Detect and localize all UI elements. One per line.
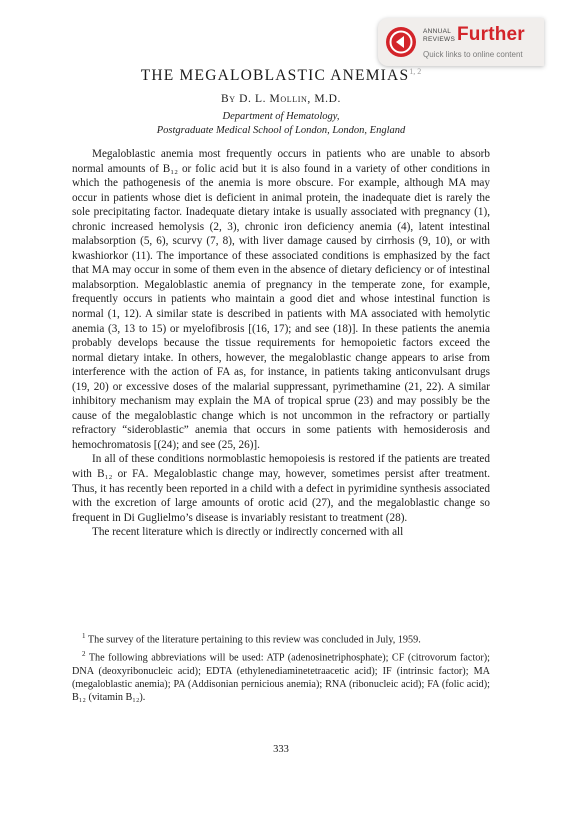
article-body bbox=[72, 147, 490, 540]
badge-reviews-text: REVIEWS bbox=[423, 35, 456, 43]
footnote-2-mark: 2 bbox=[82, 650, 86, 659]
footnote-2-text: The following abbreviations will be used: ATP (adenosinetriphosphate); CF (citrovorum factor); DNA (deoxyribonucleic acid); EDTA (ethylenediaminetetraacetic acid); IF (intrinsic factor); MA (megaloblastic anemia); PA (Addisonian pernicious anemia); RNA (ribonucleic acid); FA (folic acid); B₁₂ (vitamin B₁₂). bbox=[72, 652, 490, 703]
footnote-1 bbox=[72, 630, 490, 646]
badge-publisher-name bbox=[423, 28, 455, 43]
author-institution: Postgraduate Medical School of London, London, England bbox=[156, 125, 406, 136]
page-number: 333 bbox=[273, 744, 289, 755]
annual-reviews-further-badge[interactable] bbox=[378, 18, 544, 66]
body-paragraph-1: Megaloblastic anemia most frequently occurs in patients who are unable to absorb normal amounts of B₁₂ or folic acid but it is also found in a variety of other conditions in which the pathogenesis of the anemia is more obscure. For example, although MA may occur in patients whose diet is deficient in animal protein, the inadequate diet is rarely the sole precipitating factor. Inadequate dietary intake is usually associated with pregnancy (1), chronic increased hemolysis (2, 3), chronic iron deficiency anemia (4), latent intestinal malabsorption (5, 6), scurvy (7, 8), with liver damage caused by cirrhosis (9, 10), or with kwashiorkor (11). The importance of these associated conditions is emphasized by the fact that MA may occur in some of them even in the absence of dietary deficiency or of intestinal malabsorption. Megaloblastic anemia of pregnancy in the temperate zone, for example, frequently occurs in patients who maintain a good diet and whose intestinal function is normal (1, 12). A similar state is described in patients with MA associated with hemolytic anemia (3, 13 to 15) or myelofibrosis [(16, 17); and see (18)]. In these patients the anemia probably develops because the tissue requirements for hemopoietic factors exceed the normal dietary intake. In others, however, the megaloblastic change appears to arise from interference with the action of FA as, for instance, in patients taking anticonvulsant drugs (19, 20) or excessive doses of the malarial suppressant, pyrimethamine (21, 22). A similar inhibitory mechanism may explain the MA of tropical sprue (23) and may possibly be the cause of the megaloblastic change which is not uncommon in the refractory or partially refractory “sideroblastic” anemia that occurs in some patients with hemosiderosis and hemochromatosis [(24); and see (25, 26)]. bbox=[72, 148, 490, 451]
badge-subtitle: Quick links to online content bbox=[423, 50, 523, 59]
article-author: By D. L. Mollin, M.D. bbox=[221, 93, 341, 105]
annual-reviews-logo-icon bbox=[386, 27, 416, 57]
badge-further-text: Further bbox=[457, 24, 525, 45]
footnote-1-text: The survey of the literature pertaining to this review was concluded in July, 1959. bbox=[87, 634, 421, 646]
badge-annual-text: ANNUAL bbox=[423, 28, 452, 35]
footnote-1-mark: 1 bbox=[82, 632, 86, 640]
article-title-text: THE MEGALOBLASTIC ANEMIAS bbox=[140, 67, 410, 85]
footnote-2 bbox=[72, 648, 490, 703]
author-department: Department of Hematology, bbox=[222, 111, 340, 122]
title-footnote-marks: 1, 2 bbox=[409, 67, 422, 76]
body-paragraph-2: In all of these conditions normoblastic hemopoiesis is restored if the patients are treated with B₁₂ or FA. Megaloblastic change may, however, sometimes persist after treatment. Thus, it has recently been reported in a child with a defect in pyrimidine synthesis associated with the excretion of large amounts of orotic acid (27), and the megaloblastic change so frequent in Di Guglielmo’s disease is invariably resistant to treatment (28). bbox=[72, 453, 490, 524]
footnotes bbox=[72, 630, 490, 706]
article-title bbox=[0, 67, 562, 85]
body-paragraph-3: The recent literature which is directly or indirectly concerned with all bbox=[92, 526, 404, 539]
